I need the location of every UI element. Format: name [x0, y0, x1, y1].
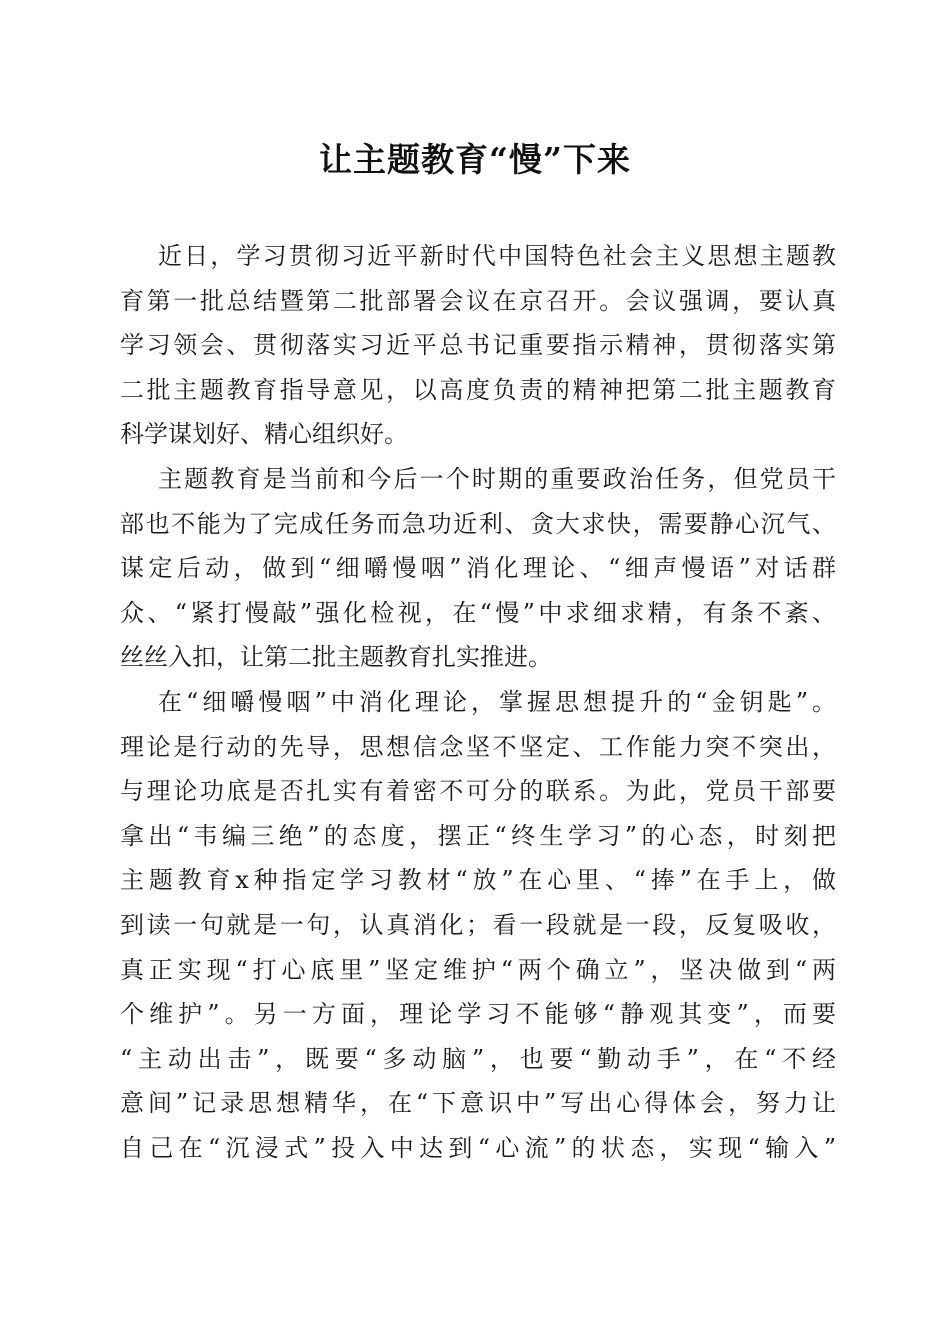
paragraph-2 [120, 457, 836, 680]
text-line: 意间”记录思想精华，在“下意识中”写出心得体会，努力让 [120, 1089, 836, 1118]
text-line: 丝丝入扣，让第二批主题教育扎实推进。 [120, 643, 552, 672]
document-title: 让主题教育“慢”下来 [319, 140, 631, 179]
text-line: 部也不能为了完成任务而急功近利、贪大求快，需要静心沉气、 [120, 509, 836, 538]
document-body [120, 234, 836, 1170]
text-line: 谋定后动，做到“细嚼慢咽”消化理论、“细声慢语”对话群 [120, 554, 836, 583]
text-line: “主动出击”，既要“多动脑”，也要“勤动手”，在“不经 [120, 1044, 836, 1073]
text-line: 真正实现“打心底里”坚定维护“两个确立”，坚决做到“两 [120, 955, 836, 984]
text-line: 在“细嚼慢咽”中消化理论，掌握思想提升的“金钥匙”。 [158, 687, 836, 716]
text-line: 自己在“沉浸式”投入中达到“心流”的状态，实现“输入” [120, 1133, 836, 1162]
text-line: 育第一批总结暨第二批部署会议在京召开。会议强调，要认真 [120, 286, 836, 315]
text-line: 拿出“韦编三绝”的态度，摆正“终生学习”的心态，时刻把 [120, 821, 836, 850]
text-line: 主题教育是当前和今后一个时期的重要政治任务，但党员干 [158, 464, 836, 493]
text-line: 学习领会、贯彻落实习近平总书记重要指示精神，贯彻落实第 [120, 331, 836, 360]
text-line: 科学谋划好、精心组织好。 [120, 420, 408, 449]
paragraph-3 [120, 680, 836, 1171]
text-line: 二批主题教育指导意见，以高度负责的精神把第二批主题教育 [120, 375, 836, 404]
paragraph-1 [120, 234, 836, 457]
text-line: 众、“紧打慢敲”强化检视，在“慢”中求细求精，有条不紊、 [120, 598, 836, 627]
text-line: 到读一句就是一句，认真消化；看一段就是一段，反复吸收， [120, 910, 836, 939]
text-line: 与理论功底是否扎实有着密不可分的联系。为此，党员干部要 [120, 777, 836, 806]
text-line: 近日，学习贯彻习近平新时代中国特色社会主义思想主题教 [158, 242, 836, 270]
text-line: 理论是行动的先导，思想信念坚不坚定、工作能力突不突出， [120, 732, 836, 761]
text-line: 主题教育x种指定学习教材“放”在心里、“捧”在手上，做 [120, 866, 836, 895]
text-line: 个维护”。另一方面，理论学习不能够“静观其变”，而要 [120, 1000, 836, 1029]
